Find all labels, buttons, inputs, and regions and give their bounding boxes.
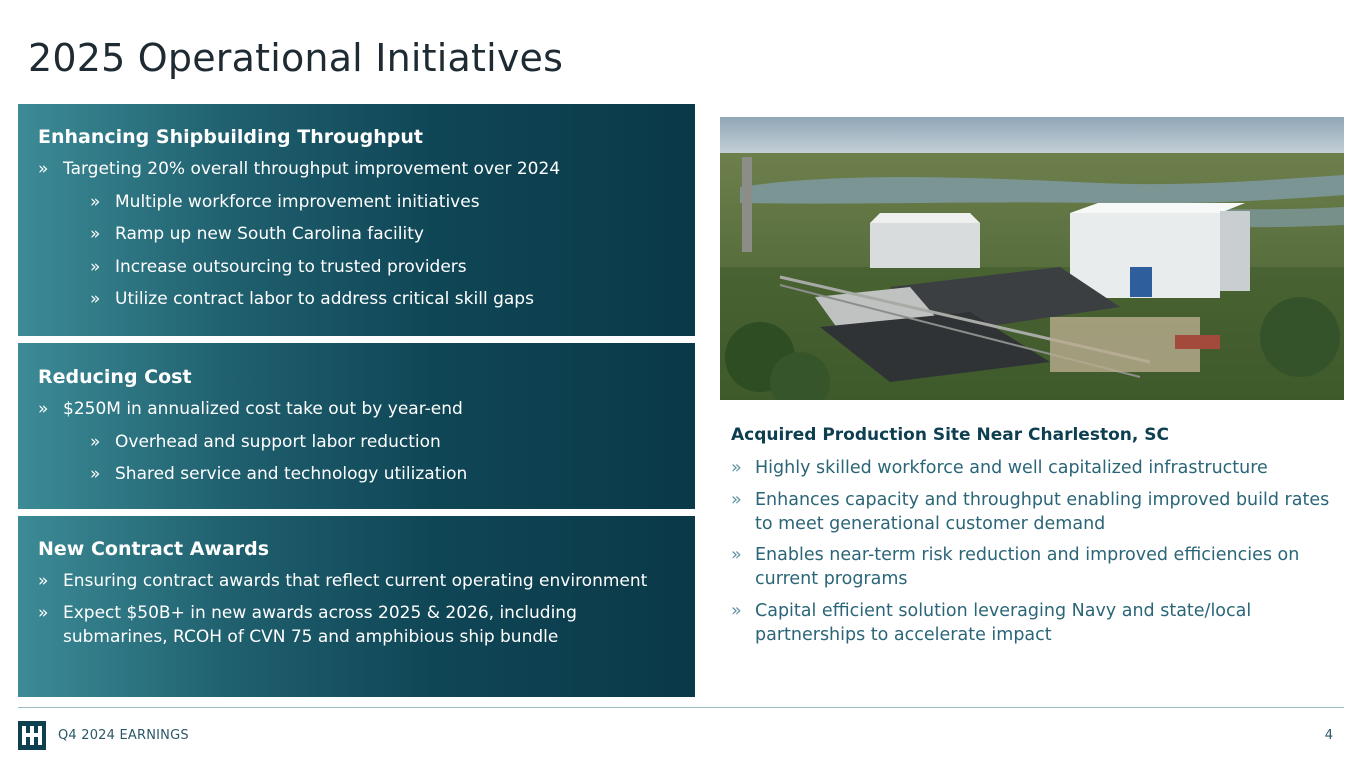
bullet-glyph: » <box>38 603 49 623</box>
site-title: Acquired Production Site Near Charleston, SC <box>731 425 1169 445</box>
bullet-glyph: » <box>90 431 101 452</box>
bullet-glyph: » <box>731 489 742 510</box>
sub-bullet-item <box>90 255 675 279</box>
company-logo <box>18 721 46 750</box>
bullet-item <box>38 397 675 421</box>
bullet-glyph: » <box>731 545 742 565</box>
site-bullet-item <box>731 456 1331 480</box>
panel-shipbuilding-throughput <box>18 104 695 336</box>
bullet-glyph: » <box>38 571 49 591</box>
bullet-glyph: » <box>38 399 49 419</box>
bullet-text: Multiple workforce improvement initiatives <box>115 191 480 212</box>
bullet-text: Highly skilled workforce and well capitalized infrastructure <box>755 458 1268 478</box>
page-title: 2025 Operational Initiatives <box>28 36 564 80</box>
bullet-glyph: » <box>90 289 101 309</box>
sub-bullet-item <box>90 430 675 454</box>
bullet-text: Increase outsourcing to trusted providers <box>115 256 467 277</box>
bullet-text: Capital efficient solution leveraging Navy and state/local partnerships to accelerate impact <box>755 600 1252 645</box>
bullet-text: Ramp up new South Carolina facility <box>115 224 424 244</box>
aerial-site-illustration <box>720 117 1344 400</box>
bullet-glyph: » <box>38 159 49 179</box>
bullet-text: $250M in annualized cost take out by year-end <box>63 399 463 419</box>
bullet-text: Utilize contract labor to address critical skill gaps <box>115 289 534 309</box>
bullet-glyph: » <box>90 256 101 277</box>
bullet-text: Enhances capacity and throughput enabling improved build rates to meet generational customer demand <box>755 489 1330 534</box>
bullet-text: Shared service and technology utilization <box>115 464 468 484</box>
sub-bullet-item <box>90 287 675 311</box>
bullet-item <box>38 601 675 649</box>
footer-label: Q4 2024 EARNINGS <box>58 728 189 743</box>
aerial-site-photo <box>720 117 1344 400</box>
bullet-glyph: » <box>90 191 101 212</box>
bullet-glyph: » <box>731 458 742 478</box>
sub-bullet-item <box>90 462 675 486</box>
site-bullet-item <box>731 488 1331 536</box>
footer-divider <box>18 707 1344 708</box>
bullet-text: Overhead and support labor reduction <box>115 431 441 452</box>
site-bullet-item <box>731 599 1331 647</box>
bullet-glyph: » <box>90 224 101 244</box>
page-number: 4 <box>1324 728 1333 743</box>
bullet-item <box>38 157 675 181</box>
bullet-text: Targeting 20% overall throughput improvement over 2024 <box>63 159 561 179</box>
panel-heading: Enhancing Shipbuilding Throughput <box>38 126 424 148</box>
bullet-text: Enables near-term risk reduction and improved efficiencies on current programs <box>755 545 1300 589</box>
panel-new-contract-awards <box>18 516 695 697</box>
panel-reducing-cost <box>18 343 695 509</box>
hii-logo-icon <box>18 721 46 750</box>
panel-heading: Reducing Cost <box>38 366 192 388</box>
bullet-glyph: » <box>731 600 742 621</box>
bullet-item <box>38 569 675 593</box>
panel-heading: New Contract Awards <box>38 538 270 560</box>
site-bullet-item <box>731 543 1331 591</box>
site-bullet-list <box>731 456 1331 654</box>
sub-bullet-item <box>90 222 675 246</box>
bullet-glyph: » <box>90 464 101 484</box>
sub-bullet-item <box>90 190 675 214</box>
bullet-text: Ensuring contract awards that reflect current operating environment <box>63 571 648 591</box>
bullet-text: Expect $50B+ in new awards across 2025 & 2026, including submarines, RCOH of CVN 75 and amphibious ship bundle <box>63 603 577 647</box>
